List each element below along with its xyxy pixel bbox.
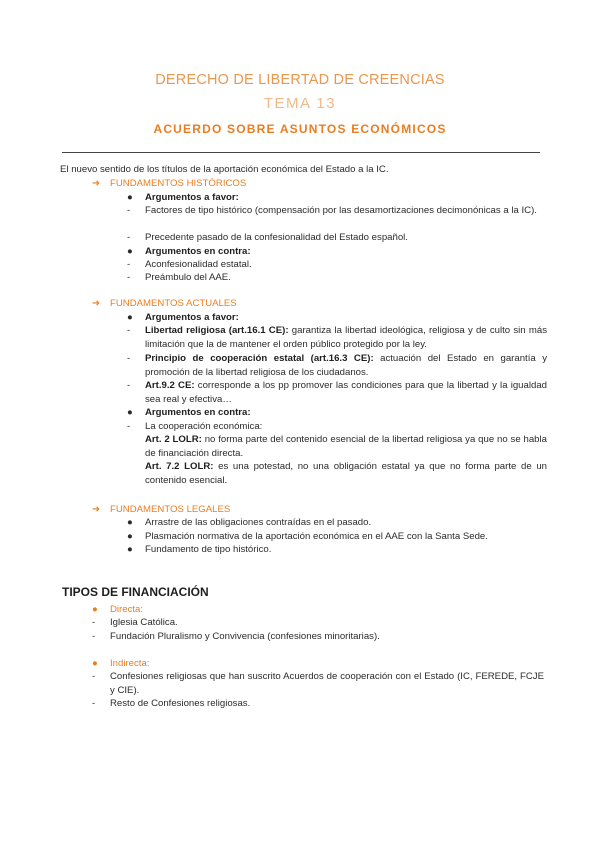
arrow-icon: ➔: [92, 178, 101, 189]
dash-icon: -: [127, 353, 131, 364]
bullet-icon: ●: [127, 531, 133, 542]
paragraph: Art. 7.2 LOLR: es una potestad, no una obligación estatal ya que no forma parte de un contenido esencial.: [145, 461, 547, 486]
heading-legales: ➔ FUNDAMENTOS LEGALES: [92, 504, 231, 515]
arrow-icon: ➔: [92, 298, 101, 309]
paragraph: Art. 2 LOLR: no forma parte del contenido esencial de la libertad religiosa ya que no se habla de financiación directa.: [145, 434, 547, 459]
document-subtitle: ACUERDO SOBRE ASUNTOS ECONÓMICOS: [153, 122, 447, 136]
divider: [62, 152, 540, 153]
intro-text: El nuevo sentido de los títulos de la aportación económica del Estado a la IC.: [60, 164, 389, 175]
bullet-icon: ●: [127, 192, 133, 203]
heading-historicos: ➔ FUNDAMENTOS HISTÓRICOS: [92, 178, 247, 189]
arrow-icon: ➔: [92, 504, 101, 515]
dash-icon: -: [92, 617, 96, 628]
bullet-icon: ●: [127, 246, 133, 257]
dash-icon: -: [127, 380, 131, 391]
dash-icon: -: [127, 421, 131, 432]
bullet-icon: ●: [127, 544, 133, 555]
dash-icon: -: [92, 671, 96, 682]
dash-icon: -: [127, 232, 131, 243]
bullet-icon: ●: [92, 604, 98, 615]
bullet-icon: ●: [127, 407, 133, 418]
section-heading: TIPOS DE FINANCIACIÓN: [62, 585, 209, 599]
bullet-icon: ●: [92, 658, 98, 669]
dash-icon: -: [127, 205, 131, 216]
bullet-icon: ●: [127, 517, 133, 528]
dash-icon: -: [92, 631, 96, 642]
dash-icon: -: [127, 325, 131, 336]
heading-actuales: ➔ FUNDAMENTOS ACTUALES: [92, 298, 237, 309]
dash-icon: -: [92, 698, 96, 709]
dash-icon: -: [127, 259, 131, 270]
document-page: DERECHO DE LIBERTAD DE CREENCIAS TEMA 13 ACUERDO SOBRE ASUNTOS ECONÓMICOS El nuevo sentido de los títulos de la aportación económica del Estado a la IC. ➔ FUNDAMENTOS HISTÓRICOS ● Argumentos a favor: - Factores de tipo histórico (compensación por las desamortizaciones decimonónicas a la IC). - Precedente pasado de la confesionalidad del Estado español. ● Argumentos en contra: - Aconfesionalidad estatal. - Preámbulo del AAE. ➔ FUNDAMENTOS ACTUALES ● Argumentos a favor: - Libertad religiosa (art.16.1 CE): garantiza la libertad ideológica, religiosa y de culto sin más limitación que la de mantener el orden público protegido por la ley. - Principio de cooperación estatal (art.16.3 CE): actuación del Estado en garantía y promoción de la libertad religiosa de los ciudadanos. - Art.9.2 CE: corresponde a los pp promover las condiciones para que la libertad y la igualdad sea real y efectiva… ● Argumentos en contra: - La cooperación económica: Art. 2 LOLR: no forma parte del contenido esencial de la libertad religiosa ya que no se habla de financiación directa. Art. 7.2 LOLR: es una potestad, no una obligación estatal ya que no forma parte de un contenido esencial. ➔ FUNDAMENTOS LEGALES ● Arrastre de las obligaciones contraídas en el pasado. ● Plasmación normativa de la aportación económica en el AAE con la Santa Sede. ● Fundamento de tipo histórico. TIPOS DE FINANCIACIÓN ● Directa: - Iglesia Católica. - Fundación Pluralismo y Convivencia (confesiones minoritarias). ● Indirecta: - Confesiones religiosas que han suscrito Acuerdos de cooperación con el Estado (IC, FEREDE, FCJE y CIE). - Resto de Confesiones religiosas.: [0, 0, 600, 848]
topic-number: TEMA 13: [263, 95, 337, 112]
document-title: DERECHO DE LIBERTAD DE CREENCIAS: [155, 72, 445, 88]
bullet-icon: ●: [127, 312, 133, 323]
dash-icon: -: [127, 272, 131, 283]
